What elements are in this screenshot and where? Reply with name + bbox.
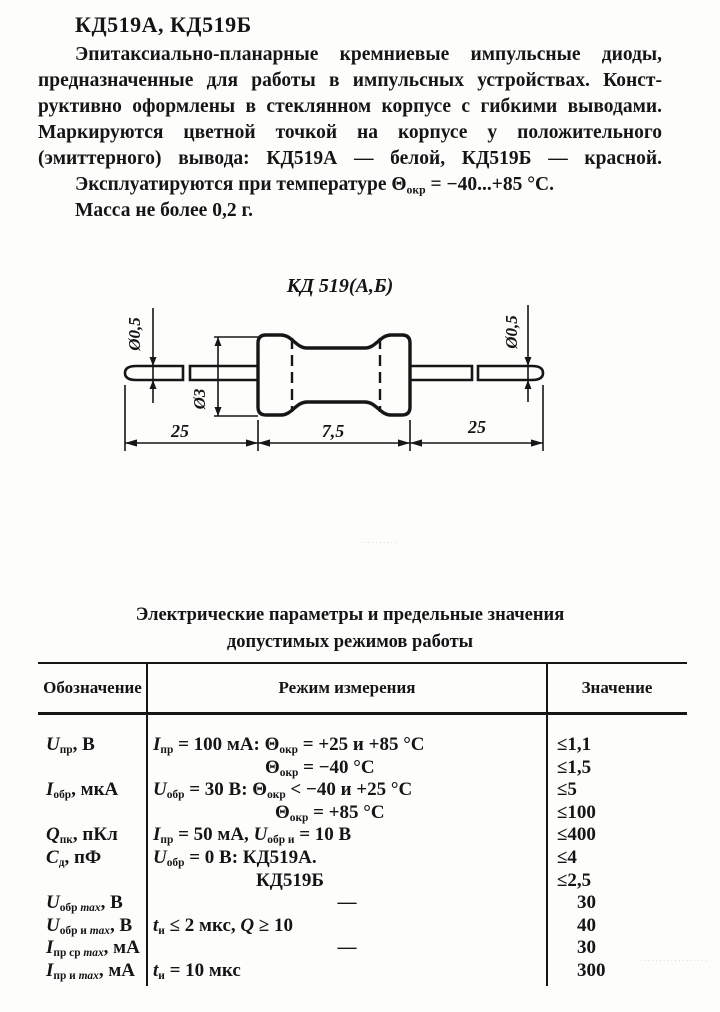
diode-dimension-drawing: [110, 272, 560, 472]
operating-temperature-line: Эксплуатируются при температуре $\Theta_{окр} = -40...+85$ °C.: [75, 174, 554, 197]
value-cell: ≤4: [557, 846, 577, 868]
page-title: КД519А, КД519Б: [75, 12, 252, 37]
mode-cell: $U_{обр} = 30$ В: $\Theta_{окр} < -40$ и +25 °C: [153, 779, 413, 802]
table-row: [38, 870, 687, 893]
param-cell: $I_{обр}$, мкА: [46, 779, 119, 802]
table-body: [38, 715, 687, 983]
table-row: [38, 937, 687, 960]
column-separator: [546, 664, 548, 986]
value-cell: 300: [577, 959, 606, 981]
scan-artifact: ··········: [360, 539, 399, 547]
mode-cell: $I_{пр} = 50$ мА, $U_{обр и} = 10$ В: [153, 824, 352, 847]
value-cell: ≤1,1: [557, 734, 592, 755]
value-cell: ≤100: [557, 801, 596, 823]
table-row: [38, 779, 687, 802]
param-cell: $U_{обр max}$, В: [46, 892, 123, 915]
paragraph-line: Маркируются цветной точкой на корпусе у положительного: [38, 122, 662, 143]
dim-label-lead-diameter-left: Ø0,5: [125, 317, 144, 351]
parameters-table: [38, 662, 687, 994]
mode-cell: $t_и \le 2$ мкс, Q ≥ 10: [153, 914, 294, 937]
param-cell: [38, 870, 147, 893]
param-cell: $Q_{пк}$, пКл: [46, 824, 118, 847]
table-row: [38, 824, 687, 847]
table-title-line: допустимых режимов работы: [226, 632, 474, 652]
figure-label: КД 519(А,Б): [286, 275, 394, 297]
value-cell: 30: [577, 937, 596, 959]
column-separator: [146, 664, 148, 986]
param-cell: $U_{обр и max}$, В: [46, 914, 133, 937]
value-cell: ≤400: [557, 824, 596, 846]
value-cell: 30: [577, 892, 596, 914]
mode-cell: $t_и = 10$ мкс: [153, 959, 241, 983]
param-cell: $C_д$, пФ: [46, 846, 102, 870]
value-cell: 40: [577, 914, 596, 936]
table-title: [38, 602, 662, 656]
dim-label-body-diameter: Ø3: [190, 388, 209, 410]
paragraph-line: руктивно оформлены в стеклянном корпусе с гибкими выводами.: [38, 96, 662, 117]
param-cell: $U_{пр}$, В: [46, 734, 95, 757]
param-cell: $I_{пр ср max}$, мА: [46, 937, 140, 960]
scan-artifact: ··················: [640, 957, 709, 965]
paragraph-line: (эмиттерного) вывода: КД519А — белой, КД519Б — красной.: [38, 148, 662, 169]
diode-body-outline: [258, 335, 410, 415]
value-cell: ≤1,5: [557, 756, 592, 778]
table-row: [38, 960, 687, 983]
mode-cell: $U_{обр} = 0$ В: КД519А.: [153, 846, 317, 870]
table-row: [38, 847, 687, 870]
mode-cell: —: [337, 937, 357, 959]
dim-label-body-length: 7,5: [321, 421, 345, 441]
table-row: [38, 892, 687, 915]
header-value: Значение: [581, 678, 653, 697]
header-measurement-mode: Режим измерения: [278, 678, 416, 697]
value-cell: ≤5: [557, 779, 577, 801]
dim-label-lead-diameter-right: Ø0,5: [502, 315, 521, 349]
table-row: [38, 757, 687, 780]
value-cell: ≤2,5: [557, 869, 592, 891]
mode-cell: —: [337, 892, 357, 914]
table-header-row: [38, 664, 687, 715]
dim-label-lead-length-right: 25: [468, 417, 486, 437]
table-title-line: Электрические параметры и предельные значения: [135, 605, 565, 625]
mode-cell: $\Theta_{окр} = -40$ °C: [265, 756, 375, 779]
description-paragraph: [38, 42, 662, 172]
header-designation: Обозначение: [43, 678, 142, 697]
mass-line: Масса не более 0,2 г.: [75, 200, 253, 221]
param-cell: $I_{пр и max}$, мА: [46, 959, 135, 983]
mode-cell: $\Theta_{окр} = +85$ °C: [275, 801, 385, 824]
table-row: [38, 915, 687, 938]
dim-label-lead-length-left: 25: [171, 421, 189, 441]
paragraph-line: предназначенные для работы в импульсных устройствах. Конст-: [38, 70, 662, 91]
paragraph-line: Эпитаксиально-планарные кремниевые импульсные диоды,: [75, 44, 662, 65]
mode-cell: $I_{пр} = 100$ мА: $\Theta_{окр} = +25$ и +85 °C: [153, 734, 425, 757]
table-row: [38, 802, 687, 825]
table-row: [38, 734, 687, 757]
mode-cell: КД519Б: [256, 869, 324, 891]
